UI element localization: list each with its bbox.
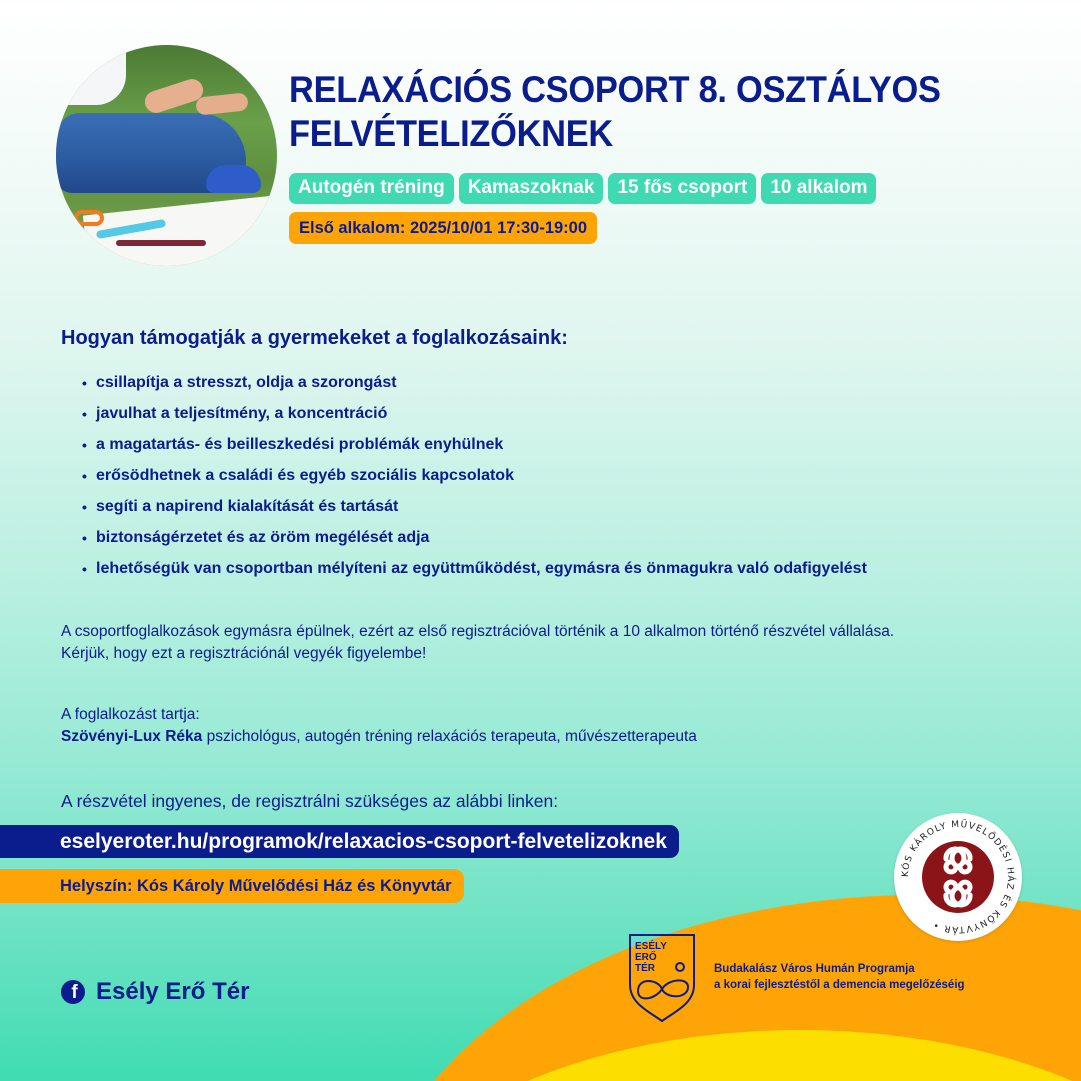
photo-shoe [206, 165, 261, 193]
first-session-badge: Első alkalom: 2025/10/01 17:30-19:00 [289, 212, 597, 244]
page-title [289, 68, 996, 156]
list-item: • segíti a napirend kialakítását és tartását [82, 496, 867, 527]
ee-logo-line-1: ESÉLY [635, 941, 667, 952]
list-item: • javulhat a teljesítmény, a koncentráció [82, 403, 867, 434]
leader-info [61, 726, 697, 748]
leader-role: pszichológus, autogén tréning relaxációs terapeuta, művészetterapeuta [202, 728, 697, 745]
registration-text: A részvétel ingyenes, de regisztrálni szükséges az alábbi linken: [61, 791, 559, 811]
tag-sessions: 10 alkalom [761, 173, 876, 204]
photo-shirt [56, 45, 126, 105]
notice-paragraph [61, 621, 1061, 665]
bullet-icon: • [82, 375, 87, 391]
facebook-icon: f [61, 980, 85, 1004]
title-line-1: RELAXÁCIÓS CSOPORT 8. OSZTÁLYOS [289, 69, 941, 110]
leader-name: Szövényi-Lux Réka [61, 728, 203, 745]
leader-block [61, 704, 697, 748]
ee-logo-line-2: ERŐ [635, 952, 657, 963]
notice-line-1: A csoportfoglalkozások egymásra épülnek, ezért az első regisztrációval történik a 10 alkalmon történő részvétel vállalása. [61, 623, 895, 640]
esely-ero-ter-logo-icon [628, 933, 696, 1023]
list-item: • csillapítja a stresszt, oldja a szorongást [82, 372, 867, 403]
photo-pencil [116, 240, 206, 246]
bullet-icon: • [82, 530, 87, 546]
facebook-link[interactable] [61, 978, 249, 1006]
venue-logo-icon [894, 813, 1022, 941]
leader-label: A foglalkozást tartja: [61, 706, 200, 723]
list-item: • biztonságérzetet és az öröm megélését adja [82, 527, 867, 558]
bullet-icon: • [82, 468, 87, 484]
bullet-icon: • [82, 437, 87, 453]
venue-label: Helyszín: Kós Károly Művelődési Ház és Könyvtár [0, 869, 464, 903]
benefits-title: Hogyan támogatják a gyermekeket a foglalkozásaink: [61, 327, 568, 349]
bullet-icon: • [82, 406, 87, 422]
program-line-2: a korai fejlesztéstől a demencia megelőzéséig [714, 979, 965, 991]
list-item: • lehetőségük van csoportban mélyíteni az együttműködést, egymásra és önmagukra való odafigyelést [82, 558, 867, 589]
list-item: • erősödhetnek a családi és egyéb szociális kapcsolatok [82, 465, 867, 496]
photo-scissors [74, 210, 104, 226]
bullet-icon: • [82, 499, 87, 515]
notice-line-2: Kérjük, hogy ezt a regisztrációnál vegyék figyelembe! [61, 645, 427, 662]
list-item: • a magatartás- és beilleszkedési problémák enyhülnek [82, 434, 867, 465]
hero-photo [56, 45, 277, 266]
venue-logo-ring-text: KÓS KÁROLY MŰVELŐDÉSI HÁZ ÉS KÖNYVTÁR • [900, 819, 1016, 935]
venue-logo [894, 813, 1022, 941]
tag-autogen-training: Autogén tréning [289, 173, 454, 204]
tag-list [289, 173, 876, 204]
bullet-icon: • [82, 561, 87, 577]
registration-link[interactable]: eselyeroter.hu/programok/relaxacios-csoport-felvetelizoknek [0, 825, 679, 858]
tag-group-size: 15 fős csoport [608, 173, 756, 204]
program-caption [714, 961, 965, 993]
title-line-2: FELVÉTELIZŐKNEK [289, 113, 613, 154]
tag-teens: Kamaszoknak [459, 173, 604, 204]
program-line-1: Budakalász Város Humán Programja [714, 963, 915, 975]
facebook-label: Esély Erő Tér [96, 978, 250, 1005]
photo-hand-right [195, 92, 249, 115]
ee-logo-line-3: TÉR [635, 963, 655, 974]
benefits-list [82, 372, 867, 589]
